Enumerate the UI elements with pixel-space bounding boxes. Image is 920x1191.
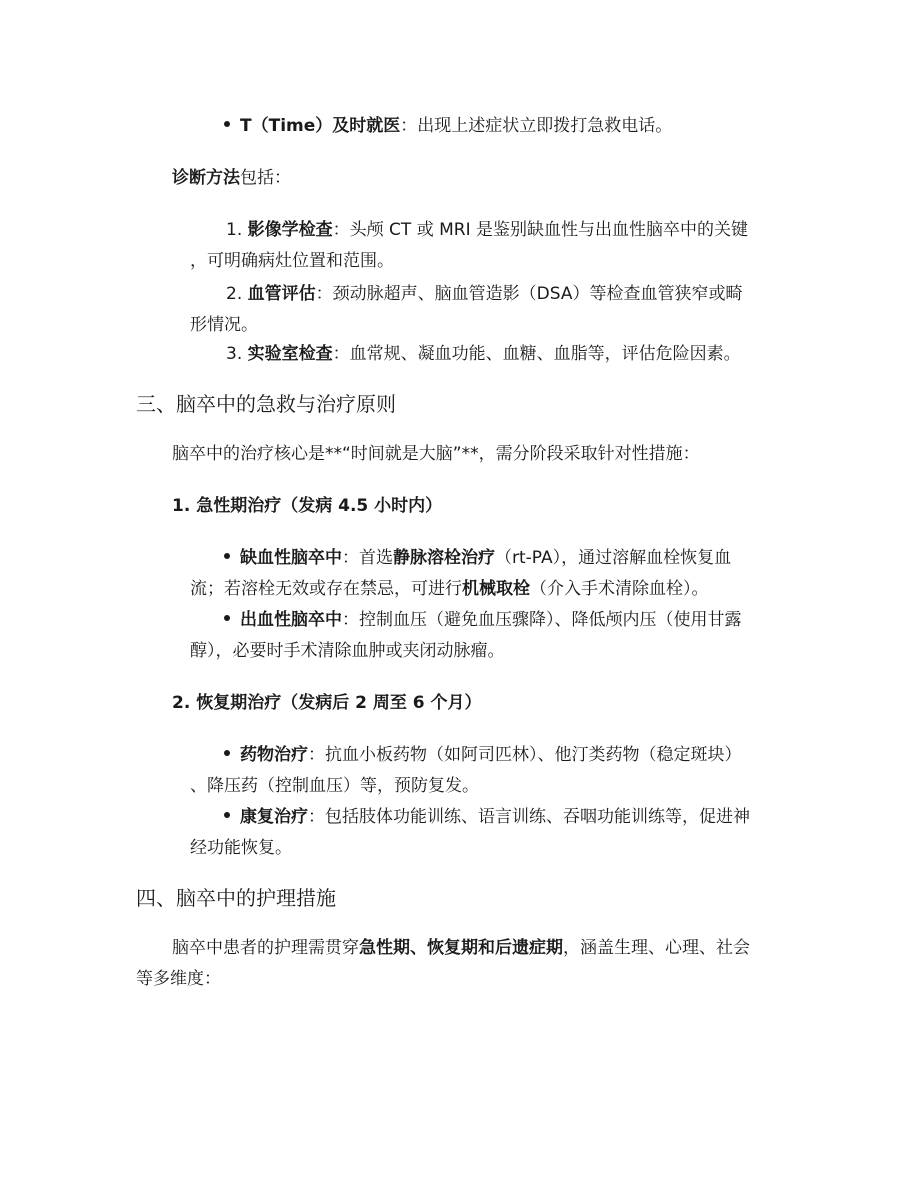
- recovery-item-rehab-continued: [190, 836, 292, 860]
- diagnosis-item-text: ：血常规、凝血功能、血糖、血脂等，评估危险因素。: [332, 344, 741, 364]
- recovery-item-medication-continued: [190, 774, 479, 798]
- diagnosis-intro-bold: 诊断方法: [172, 168, 240, 188]
- acute-item-text: ：首选: [342, 548, 393, 568]
- section-4-heading: 四、脑卒中的护理措施: [136, 886, 336, 910]
- recovery-item-text: 、降压药（控制血压）等，预防复发。: [190, 776, 479, 796]
- bullet-icon: [224, 812, 230, 818]
- acute-item-text: （rt-PA），通过溶解血栓恢复血: [495, 548, 732, 568]
- diagnosis-item-bold: 血管评估: [247, 284, 316, 304]
- acute-item-hemorrhagic-continued: [190, 639, 505, 663]
- diagnosis-item-bold: 影像学检查: [247, 220, 333, 240]
- section-4-intro: [172, 936, 750, 960]
- section-4-intro-continued: 等多维度：: [136, 969, 221, 989]
- recovery-item-text: ：抗血小板药物（如阿司匹林）、他汀类药物（稳定斑块）: [308, 745, 742, 765]
- recovery-phase-heading: 2. 恢复期治疗（发病后 2 周至 6 个月）: [172, 693, 482, 713]
- acute-item-hemorrhagic: [224, 608, 742, 632]
- diagnosis-item-2: [226, 282, 742, 306]
- time-list-item: [224, 114, 672, 138]
- bullet-icon: [224, 553, 230, 559]
- diagnosis-item-number: 1.: [226, 220, 243, 240]
- acute-item-bold: 出血性脑卒中: [240, 610, 342, 630]
- acute-item-bold-inline: 静脉溶栓治疗: [393, 548, 495, 568]
- recovery-item-bold: 药物治疗: [240, 745, 308, 765]
- diagnosis-item-text: ，可明确病灶位置和范围。: [190, 251, 394, 271]
- acute-item-bold-inline: 机械取栓: [462, 579, 530, 599]
- section-4-intro-text: 脑卒中患者的护理需贯穿: [172, 938, 359, 958]
- diagnosis-item-text: ：颈动脉超声、脑血管造影（DSA）等检查血管狭窄或畸: [315, 284, 743, 304]
- time-item-text: ：出现上述症状立即拨打急救电话。: [400, 116, 673, 136]
- recovery-item-rehab: [224, 805, 750, 829]
- bullet-icon: [224, 615, 230, 621]
- time-item-bold: T（Time）及时就医: [240, 116, 401, 136]
- diagnosis-item-bold: 实验室检查: [247, 344, 333, 364]
- recovery-item-text: ：包括肢体功能训练、语言训练、吞咽功能训练等，促进神: [308, 807, 750, 827]
- acute-item-ischemic: [224, 546, 731, 570]
- recovery-item-text: 经功能恢复。: [190, 838, 292, 858]
- section-4-intro-bold: 急性期、恢复期和后遗症期: [359, 938, 563, 958]
- acute-item-bold: 缺血性脑卒中: [240, 548, 342, 568]
- acute-item-ischemic-continued: [190, 577, 709, 601]
- diagnosis-item-1-continued: [190, 249, 394, 273]
- recovery-item-bold: 康复治疗: [240, 807, 308, 827]
- section-3-heading: 三、脑卒中的急救与治疗原则: [136, 392, 396, 416]
- diagnosis-intro-text: 包括：: [240, 168, 291, 188]
- acute-item-text: ：控制血压（避免血压骤降）、降低颅内压（使用甘露: [342, 610, 742, 630]
- diagnosis-item-2-continued: [190, 313, 258, 337]
- diagnosis-intro: [172, 166, 291, 190]
- section-3-intro: 脑卒中的治疗核心是**“时间就是大脑”**，需分阶段采取针对性措施：: [172, 444, 700, 464]
- diagnosis-item-3: [226, 342, 741, 366]
- acute-phase-heading: 1. 急性期治疗（发病 4.5 小时内）: [172, 496, 443, 516]
- diagnosis-item-number: 3.: [226, 344, 243, 364]
- acute-item-text: 醇），必要时手术清除血肿或夹闭动脉瘤。: [190, 641, 505, 661]
- diagnosis-item-1: [226, 218, 748, 242]
- diagnosis-item-number: 2.: [226, 284, 243, 304]
- diagnosis-item-text: 形情况。: [190, 315, 258, 335]
- acute-item-text: 流；若溶栓无效或存在禁忌，可进行: [190, 579, 462, 599]
- bullet-icon: [224, 121, 230, 127]
- acute-item-text: （介入手术清除血栓）。: [530, 579, 709, 599]
- bullet-icon: [224, 750, 230, 756]
- recovery-item-medication: [224, 743, 742, 767]
- section-4-intro-text: ，涵盖生理、心理、社会: [563, 938, 750, 958]
- diagnosis-item-text: ：头颅 CT 或 MRI 是鉴别缺血性与出血性脑卒中的关键: [332, 220, 749, 240]
